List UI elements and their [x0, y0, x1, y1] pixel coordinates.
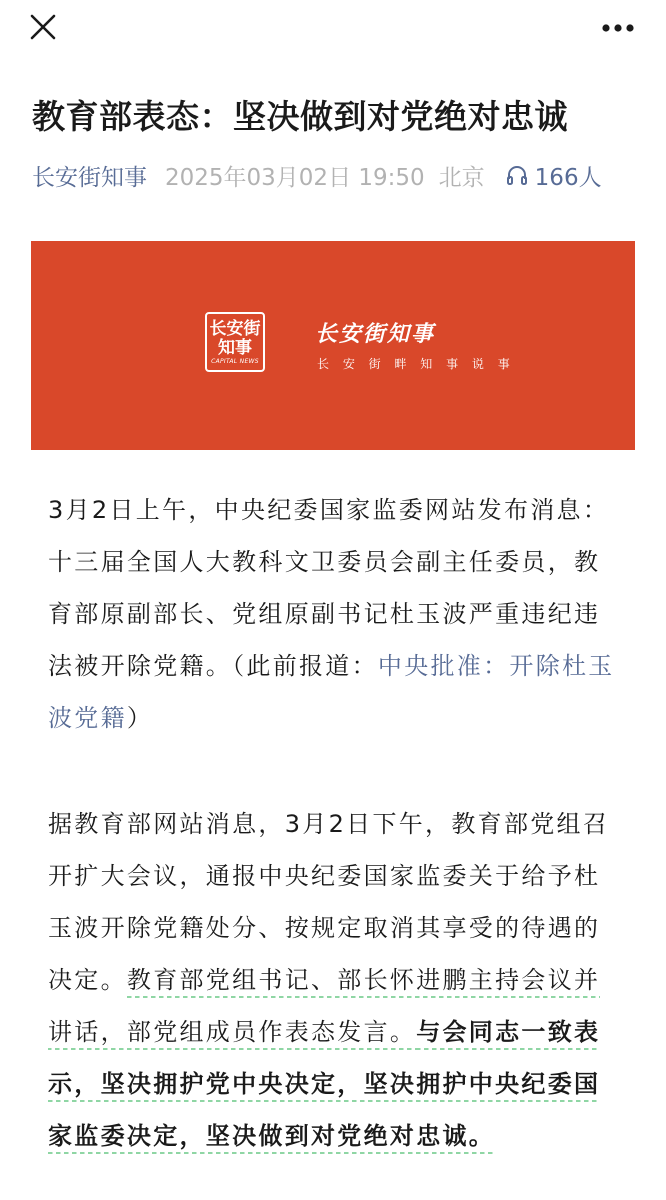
logo-line-2: 知事 [218, 338, 252, 358]
header-banner-image [31, 241, 635, 450]
listen-count: 166人 [534, 164, 602, 191]
headphones-icon [505, 163, 529, 187]
related-report-link[interactable]: 中央批准：开除杜玉波党籍 [48, 652, 615, 732]
paragraph-2-text: 据教育部网站消息，3月2日下午，教育部党组召开扩大会议，通报中央纪委国家监委关于给予杜玉波开除党籍处分、按规定取消其享受的待遇的决定。 [48, 810, 610, 994]
publish-location: 北京 [438, 164, 485, 191]
paragraph-1 [48, 484, 618, 744]
banner-brand-name: 长安街知事 [315, 321, 436, 347]
logo-line-1: 长安街 [209, 319, 261, 339]
logo-line-3: CAPITAL NEWS [211, 358, 259, 365]
banner-slogan: 长 安 街 畔 知 事 说 事 [317, 357, 515, 371]
paragraph-1-text: 3月2日上午，中央纪委国家监委网站发布消息：十三届全国人大教科文卫委员会副主任委员，教育部原副部长、党组原副书记杜玉波严重违纪违法被开除党籍。（此前报道： [48, 496, 610, 680]
more-dots-icon[interactable] [600, 18, 640, 38]
article-meta [32, 158, 602, 192]
account-name-link[interactable]: 长安街知事 [32, 164, 147, 191]
paragraph-1-end: ） [126, 704, 154, 732]
highlighted-bold-text[interactable]: 与会同志一致表示，坚决拥护党中央决定，坚决拥护中央纪委国家监委决定，坚决做到对党绝对忠诚。 [48, 1018, 600, 1154]
publish-time: 2025年03月02日 19:50 [165, 164, 425, 191]
article-title: 教育部表态：坚决做到对党绝对忠诚 [32, 97, 568, 136]
highlighted-text[interactable]: 教育部党组书记、部长怀进鹏主持会议并讲话，部党组成员作表态发言。 [48, 966, 600, 1050]
banner-logo [205, 312, 265, 372]
top-bar [0, 0, 666, 58]
close-icon[interactable] [28, 12, 60, 44]
paragraph-2 [48, 798, 618, 1162]
listen-button[interactable] [505, 159, 602, 192]
